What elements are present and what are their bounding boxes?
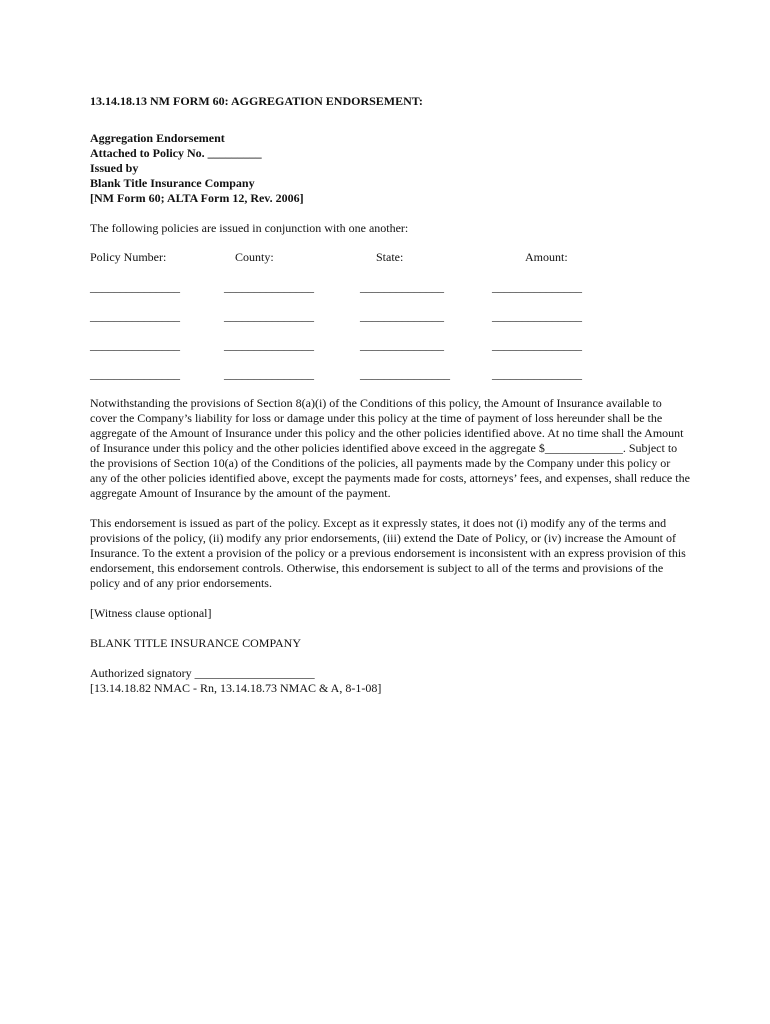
- blank-county: _______________: [224, 367, 314, 381]
- blank-amount: _______________: [492, 280, 582, 294]
- blank-policy-number: _______________: [90, 338, 180, 352]
- column-amount: Amount:: [525, 250, 568, 264]
- issued-by-line: Issued by: [90, 161, 139, 175]
- blank-county: _______________: [224, 280, 314, 294]
- blank-state: _______________: [360, 367, 450, 381]
- policy-table-header: [90, 250, 690, 266]
- witness-clause: [Witness clause optional]: [90, 606, 212, 620]
- policy-blank-row: [90, 338, 690, 353]
- endorsement-paragraph: This endorsement is issued as part of the policy. Except as it expressly states, it does not (i) modify any of the terms and provisions of the policy, (ii) modify any prior endorsements, (iii) extend the Date of Policy, or (iv) increase the Amount of Insurance. To the extent a provision of the policy or a previous endorsement is inconsistent with an express provision of this endorsement, this endorsement controls. Otherwise, this endorsement is subject to all of the terms and provisions of the policy and of any prior endorsements.: [90, 516, 686, 590]
- endorsement-header: [90, 131, 690, 206]
- blank-policy-number: _______________: [90, 367, 180, 381]
- policy-blank-row: [90, 367, 690, 382]
- section-heading: 13.14.18.13 NM FORM 60: AGGREGATION ENDORSEMENT:: [90, 94, 423, 108]
- company-name-line: Blank Title Insurance Company: [90, 176, 255, 190]
- blank-state: ______________: [360, 309, 444, 323]
- blank-county: _______________: [224, 309, 314, 323]
- authorized-signatory-line: Authorized signatory ____________________: [90, 666, 315, 680]
- policy-blank-row: [90, 309, 690, 324]
- endorsement-title: Aggregation Endorsement: [90, 131, 225, 145]
- policy-number-line: Attached to Policy No. _________: [90, 146, 262, 160]
- notwithstanding-paragraph: Notwithstanding the provisions of Section 8(a)(i) of the Conditions of this policy, the Amount of Insurance available to cover the Company’s liability for loss or damage under this policy at the time of payment of loss hereunder shall be the aggregate of the Amount of Insurance under this policy and the other policies identified above. At no time shall the Amount of Insurance under this policy and the other policies identified above exceed in the aggregate $_____________. Subject to the provisions of Section 10(a) of the Conditions of the policies, all payments made by the Company under this policy or any of the other policies identified above, except the payments made for costs, attorneys’ fees, and expenses, shall reduce the aggregate Amount of Insurance by the amount of the payment.: [90, 396, 690, 500]
- column-policy-number: Policy Number:: [90, 250, 167, 264]
- document-page: [90, 94, 690, 696]
- blank-state: ______________: [360, 280, 444, 294]
- column-state: State:: [376, 250, 404, 264]
- blank-amount: _______________: [492, 367, 582, 381]
- blank-amount: _______________: [492, 309, 582, 323]
- history-citation: [13.14.18.82 NMAC - Rn, 13.14.18.73 NMAC & A, 8-1-08]: [90, 681, 382, 695]
- company-signature-name: BLANK TITLE INSURANCE COMPANY: [90, 636, 302, 650]
- intro-text: The following policies are issued in conjunction with one another:: [90, 221, 409, 235]
- blank-policy-number: _______________: [90, 309, 180, 323]
- blank-state: ______________: [360, 338, 444, 352]
- blank-county: _______________: [224, 338, 314, 352]
- form-reference-line: [NM Form 60; ALTA Form 12, Rev. 2006]: [90, 191, 304, 205]
- blank-policy-number: _______________: [90, 280, 180, 294]
- blank-amount: _______________: [492, 338, 582, 352]
- signature-block: [90, 666, 690, 696]
- column-county: County:: [235, 250, 274, 264]
- policy-blank-row: [90, 280, 690, 295]
